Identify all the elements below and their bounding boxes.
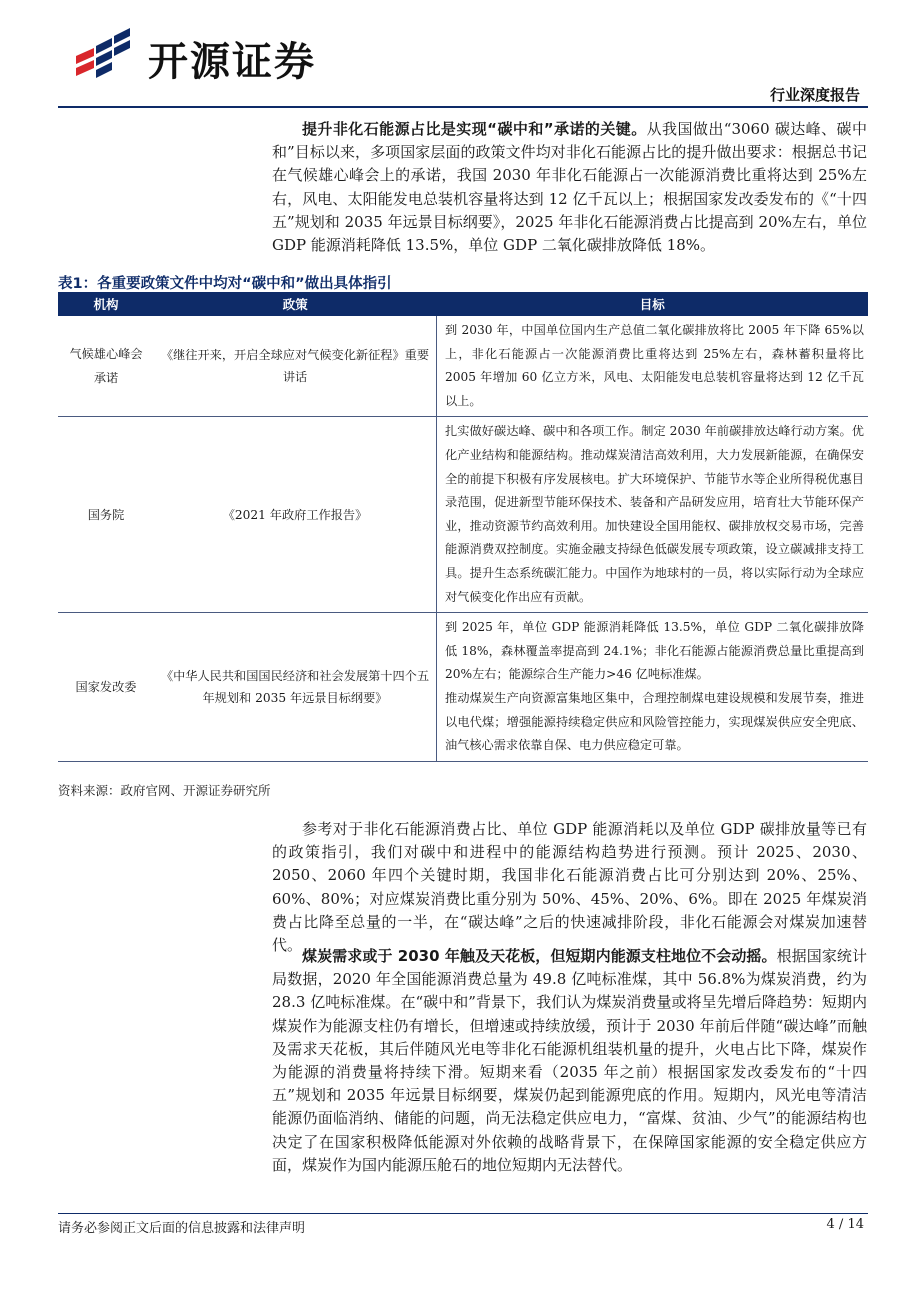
- paragraph-forecast: 参考对于非化石能源消费占比、单位 GDP 能源消耗以及单位 GDP 碳排放量等已有的政策指引，我们对碳中和进程中的能源结构趋势进行预测。预计 2025、2030、2050、2060 年四个关键时期，我国非化石能源消费占比可分别达到 20%、25%、60%、80%；对应煤炭消费比重分别为 50%、45%、20%、6%。即在 2025 年煤炭消费占比降至总量的一半，在“碳达峰”之后的快速减排阶段，非化石能源会对煤炭加速替代。: [272, 820, 867, 955]
- logo-text: 开源证券: [148, 39, 316, 85]
- page-header: [0, 0, 920, 110]
- policy-cell: 《继往开来，开启全球应对气候变化新征程》重要讲话: [154, 316, 437, 417]
- org-cell: 国务院: [58, 417, 154, 613]
- column-header: 政策: [154, 292, 437, 316]
- goal-cell: 到 2030 年，中国单位国内生产总值二氧化碳排放将比 2005 年下降 65%以上，非化石能源占一次能源消费比重将达到 25%左右，森林蓄积量将比 2005 年增加 60 亿立方米，风电、太阳能发电总装机容量将达到 12 亿千瓦以上。: [437, 316, 869, 417]
- column-header: 目标: [437, 292, 869, 316]
- paragraph-body: 根据国家统计局数据，2020 年全国能源消费总量为 49.8 亿吨标准煤，其中 56.8%为煤炭消费，约为 28.3 亿吨标准煤。在“碳中和”背景下，我们认为煤炭消费量或将呈先增后降趋势：短期内煤炭作为能源支柱仍有增长，但增速或持续放缓，预计于 2030 年前后伴随“碳达峰”而触及需求天花板，其后伴随风光电等非化石能源机组装机量的提升，火电占比下降，煤炭作为能源的消费量将持续下滑。短期来看（2035 年之前）根据国家发改委发布的“十四五”规划和 2035 年远景目标纲要，煤炭仍起到能源兜底的作用。短期内，风光电等清洁能源仍面临消纳、储能的问题，尚无法稳定供应电力，“富煤、贫油、少气”的能源结构也决定了在国家积极降低能源对外依赖的战略背景下，在保障国家能源的安全稳定供应方面，煤炭作为国内能源压舱石的地位短期内无法替代。: [272, 947, 867, 1174]
- report-type: 行业深度报告: [769, 86, 860, 104]
- kaiyuan-logo-icon: [72, 26, 140, 82]
- header-divider: [58, 106, 868, 108]
- page-number: 4 / 14: [826, 1217, 864, 1232]
- org-cell: 国家发改委: [58, 613, 154, 762]
- paragraph-lead: 提升非化石能源占比是实现“碳中和”承诺的关键。: [302, 120, 647, 138]
- policy-cell: 《2021 年政府工作报告》: [154, 417, 437, 613]
- paragraph-body: 从我国做出“3060 碳达峰、碳中和”目标以来，多项国家层面的政策文件均对非化石能源占比的提升做出要求：根据总书记在气候雄心峰会上的承诺，我国 2030 年非化石能源占一次能源消费比重将达到 25%左右，风电、太阳能发电总装机容量将达到 12 亿千瓦以上；根据国家发改委发布的《“十四五”规划和 2035 年远景目标纲要》，2025 年非化石能源消费占比提高到 20%左右，单位 GDP 能源消耗降低 13.5%，单位 GDP 二氧化碳排放降低 18%。: [272, 120, 867, 255]
- table-row: [58, 613, 868, 762]
- policy-cell: 《中华人民共和国国民经济和社会发展第十四个五年规划和 2035 年远景目标纲要》: [154, 613, 437, 762]
- paragraph-nonfossil-share: [272, 118, 867, 257]
- goal-text: 推动煤炭生产向资源富集地区集中，合理控制煤电建设规模和发展节奏，推进以电代煤；增强能源持续稳定供应和风险管控能力，实现煤炭供应安全兜底、油气核心需求依靠自保、电力供应稳定可靠。: [445, 690, 864, 753]
- table-row: [58, 316, 868, 417]
- table-source: 资料来源：政府官网、开源证券研究所: [58, 783, 271, 798]
- org-cell: [58, 316, 154, 417]
- goal-cell: [437, 613, 869, 762]
- policy-table: [58, 292, 868, 762]
- paragraph-coal-demand: [272, 945, 867, 1177]
- footer-divider: [58, 1213, 868, 1214]
- column-header: 机构: [58, 292, 154, 316]
- table-title: 表1：各重要政策文件中均对“碳中和”做出具体指引: [58, 276, 392, 292]
- table-header-row: [58, 292, 868, 316]
- table-row: [58, 417, 868, 613]
- org-name: 气候雄心峰会承诺: [69, 347, 143, 386]
- paragraph-lead: 煤炭需求或于 2030 年触及天花板，但短期内能源支柱地位不会动摇。: [302, 947, 777, 965]
- goal-text: 到 2025 年，单位 GDP 能源消耗降低 13.5%，单位 GDP 二氧化碳排放降低 18%，森林覆盖率提高到 24.1%；非化石能源占能源消费总量比重提高到 20%左右；能源综合生产能力>46 亿吨标准煤。: [445, 620, 864, 682]
- goal-cell: 扎实做好碳达峰、碳中和各项工作。制定 2030 年前碳排放达峰行动方案。优化产业结构和能源结构。推动煤炭清洁高效利用，大力发展新能源，在确保安全的前提下积极有序发展核电。扩大环境保护、节能节水等企业所得税优惠目录范围，促进新型节能环保技术、装备和产品研发应用，培育壮大节能环保产业，推动资源节约高效利用。加快建设全国用能权、碳排放权交易市场，完善能源消费双控制度。实施金融支持绿色低碳发展专项政策，设立碳减排支持工具。提升生态系统碳汇能力。中国作为地球村的一员，将以实际行动为全球应对气候变化作出应有贡献。: [437, 417, 869, 613]
- footer-disclaimer: 请务必参阅正文后面的信息披露和法律声明: [58, 1221, 306, 1236]
